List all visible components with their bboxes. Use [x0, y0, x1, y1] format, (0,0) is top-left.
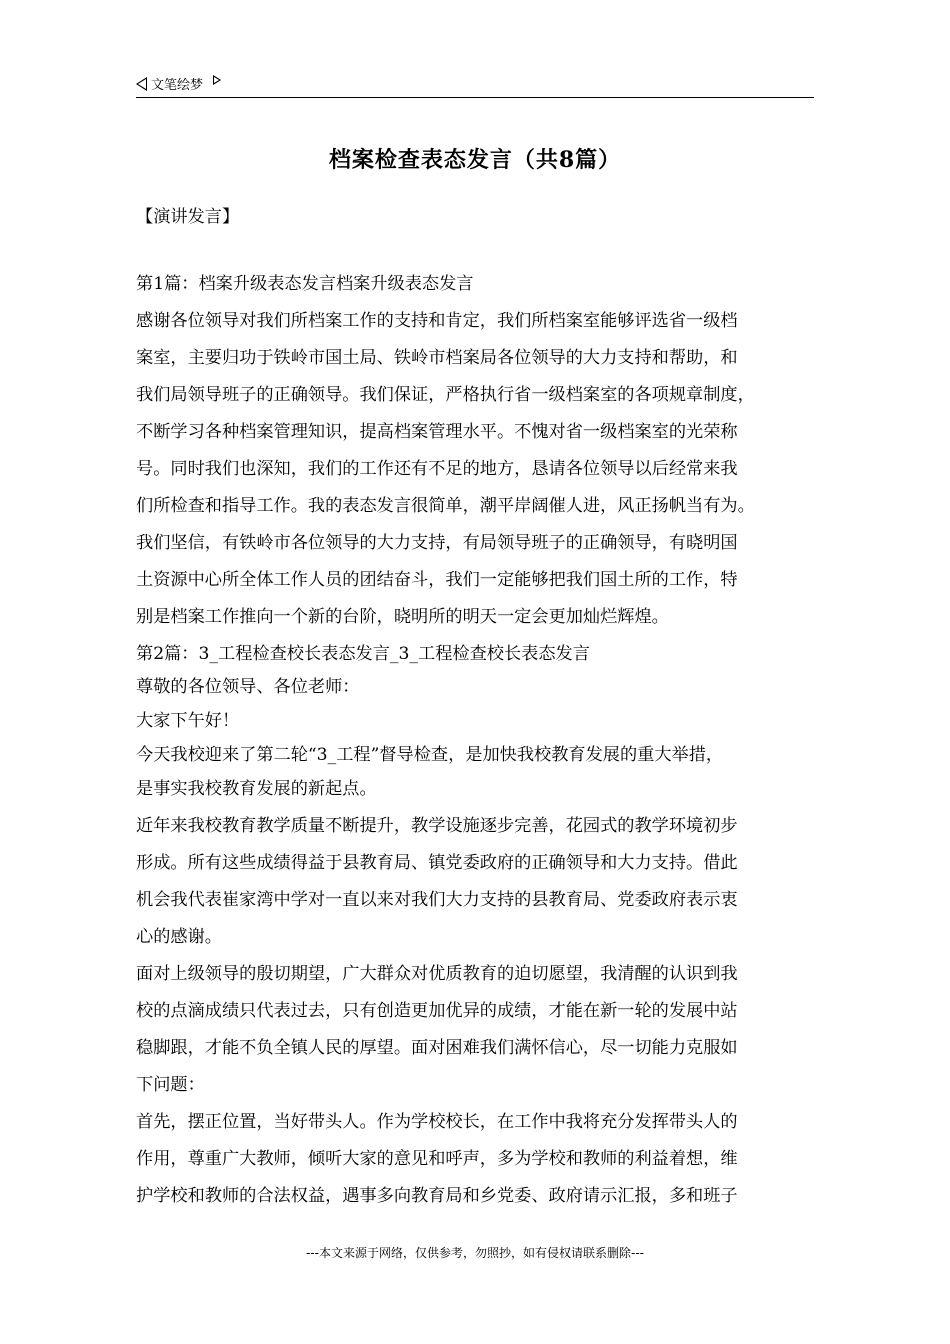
- text-line: 是事实我校教育发展的新起点。: [136, 779, 377, 799]
- text-line: 首先，摆正位置，当好带头人。作为学校校长，在工作中我将充分发挥带头人的: [136, 1112, 738, 1132]
- category-label: 【演讲发言】: [136, 207, 240, 227]
- triangle-left-icon: [136, 77, 147, 91]
- text-line: 第1篇：档案升级表态发言档案升级表态发言: [136, 274, 474, 294]
- text-line: 不断学习各种档案管理知识，提高档案管理水平。不愧对省一级档案室的光荣称: [136, 422, 738, 442]
- brand-name: 文笔绘梦: [151, 78, 204, 93]
- text-line: 校的点滴成绩只代表过去，只有创造更加优异的成绩，才能在新一轮的发展中站: [136, 1001, 738, 1021]
- header-divider: [136, 97, 814, 98]
- text-line: 稳脚跟，才能不负全镇人民的厚望。面对困难我们满怀信心，尽一切能力克服如: [136, 1038, 738, 1058]
- text-line: 第2篇：3_工程检查校长表态发言_3_工程检查校长表态发言: [136, 644, 590, 664]
- text-line: 我们坚信，有铁岭市各位领导的大力支持，有局领导班子的正确领导，有晓明国: [136, 533, 738, 553]
- text-line: 护学校和教师的合法权益，遇事多向教育局和乡党委、政府请示汇报，多和班子: [136, 1186, 738, 1206]
- text-line: 感谢各位领导对我们所档案工作的支持和肯定，我们所档案室能够评选省一级档: [136, 311, 738, 331]
- text-line: 机会我代表崔家湾中学对一直以来对我们大力支持的县教育局、党委政府表示衷: [136, 890, 738, 910]
- text-line: 尊敬的各位领导、各位老师：: [136, 677, 360, 697]
- text-line: 作用，尊重广大教师，倾听大家的意见和呼声，多为学校和教师的利益着想，维: [136, 1149, 738, 1169]
- text-line: 近年来我校教育教学质量不断提升，教学设施逐步完善，花园式的教学环境初步: [136, 816, 738, 836]
- text-line: 下问题：: [136, 1075, 205, 1095]
- footer-disclaimer: ---本文来源于网络，仅供参考，勿照抄，如有侵权请联系删除---: [306, 1246, 644, 1260]
- text-line: 大家下午好！: [136, 711, 240, 731]
- text-line: 今天我校迎来了第二轮“3_工程”督导检查，是加快我校教育发展的重大举措，: [136, 745, 724, 765]
- text-line: 号。同时我们也深知，我们的工作还有不足的地方，恳请各位领导以后经常来我: [136, 459, 738, 479]
- text-line: 别是档案工作推向一个新的台阶，晓明所的明天一定会更加灿烂辉煌。: [136, 607, 669, 627]
- header: [136, 74, 221, 93]
- text-line: 形成。所有这些成绩得益于县教育局、镇党委政府的正确领导和大力支持。借此: [136, 853, 738, 873]
- text-line: 案室，主要归功于铁岭市国土局、铁岭市档案局各位领导的大力支持和帮助，和: [136, 348, 738, 368]
- triangle-right-icon: [213, 75, 221, 85]
- text-line: 面对上级领导的殷切期望，广大群众对优质教育的迫切愿望，我清醒的认识到我: [136, 964, 738, 984]
- document-title: 档案检查表态发言（共8篇）: [328, 147, 622, 173]
- text-line: 我们局领导班子的正确领导。我们保证，严格执行省一级档案室的各项规章制度，: [136, 385, 755, 405]
- text-line: 土资源中心所全体工作人员的团结奋斗，我们一定能够把我们国土所的工作，特: [136, 570, 738, 590]
- text-line: 们所检查和指导工作。我的表态发言很简单，潮平岸阔催人进，风正扬帆当有为。: [136, 496, 755, 516]
- text-line: 心的感谢。: [136, 927, 222, 947]
